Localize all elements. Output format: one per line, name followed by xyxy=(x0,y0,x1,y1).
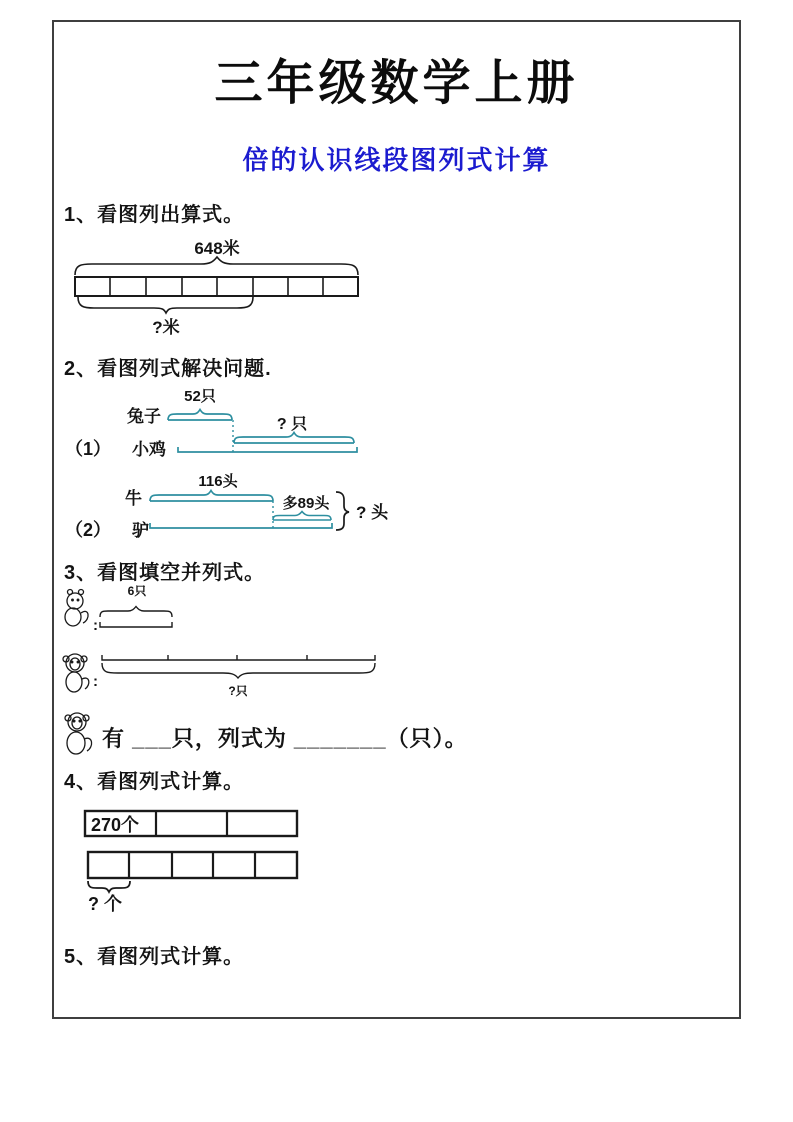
q3-row1-colon: : xyxy=(93,617,98,634)
q2-sub1-row2-label: 小鸡 xyxy=(132,440,166,459)
q3-unknown-label: ?只 xyxy=(228,684,248,698)
q3-row2-brace xyxy=(102,663,375,678)
squirrel-icon xyxy=(65,590,88,627)
q2-sub2-unknown-label: ? 头 xyxy=(356,503,389,522)
q4-bar-diagram xyxy=(80,806,310,914)
q2-sub1-chick-line xyxy=(178,447,357,452)
q1-total-brace xyxy=(75,257,358,275)
q2-sub1-unknown-label: ? 只 xyxy=(276,416,308,433)
monkey-icon xyxy=(55,708,101,760)
q2-sub1-known-label: 52只 xyxy=(184,388,216,405)
q2-sub1-unknown-segment xyxy=(234,433,354,444)
q2-sub2-donkey-line xyxy=(150,523,332,528)
q2-sub2-diagram xyxy=(60,468,420,548)
q2-sub2-known-label: 116头 xyxy=(198,473,238,490)
q2-sub1-index: （1） xyxy=(65,439,112,459)
q3-row1-line xyxy=(100,622,172,627)
q1-part-brace xyxy=(78,297,253,313)
q2-sub1-diagram xyxy=(60,386,410,466)
question2-heading: 2、看图列式解决问题. xyxy=(64,358,272,380)
q1-bar xyxy=(75,277,358,296)
q4-bar1-label: 270个 xyxy=(91,815,140,835)
q2-sub2-index: （2） xyxy=(65,520,112,540)
q2-sub2-right-brace xyxy=(336,492,349,530)
q2-sub2-more-segment xyxy=(273,512,331,521)
q3-diagram xyxy=(55,583,400,713)
q2-sub1-rabbit-segment xyxy=(168,410,232,421)
q1-bar-diagram xyxy=(70,230,380,342)
q2-sub2-cow-segment xyxy=(150,491,273,502)
q3-row2-line xyxy=(102,655,375,660)
monkey-icon xyxy=(63,654,89,692)
question1-heading: 1、看图列出算式。 xyxy=(64,204,245,226)
q4-bar2 xyxy=(88,852,297,878)
q1-part-label: ?米 xyxy=(152,318,180,337)
q3-known-label: 6只 xyxy=(127,584,147,598)
q2-sub1-row1-label: 兔子 xyxy=(127,407,161,426)
q2-sub2-row2-label: 驴 xyxy=(132,521,149,540)
page-title: 三年级数学上册 xyxy=(214,57,579,110)
q3-fill-in-sentence: 有 ___只，列式为 _______（只）。 xyxy=(102,726,468,751)
q3-row2-colon: : xyxy=(93,673,98,690)
question4-heading: 4、看图列式计算。 xyxy=(64,771,245,793)
question3-heading: 3、看图填空并列式。 xyxy=(64,562,266,584)
q2-sub2-row1-label: 牛 xyxy=(125,489,142,508)
question5-heading: 5、看图列式计算。 xyxy=(64,946,245,968)
page-subtitle: 倍的认识线段图列式计算 xyxy=(242,145,551,175)
q4-unknown-label: ? 个 xyxy=(88,894,122,914)
q4-part-brace xyxy=(88,881,130,892)
q1-total-label: 648米 xyxy=(194,239,240,258)
q2-sub2-more-label: 多89头 xyxy=(282,495,330,512)
q3-row1-brace xyxy=(100,607,172,618)
